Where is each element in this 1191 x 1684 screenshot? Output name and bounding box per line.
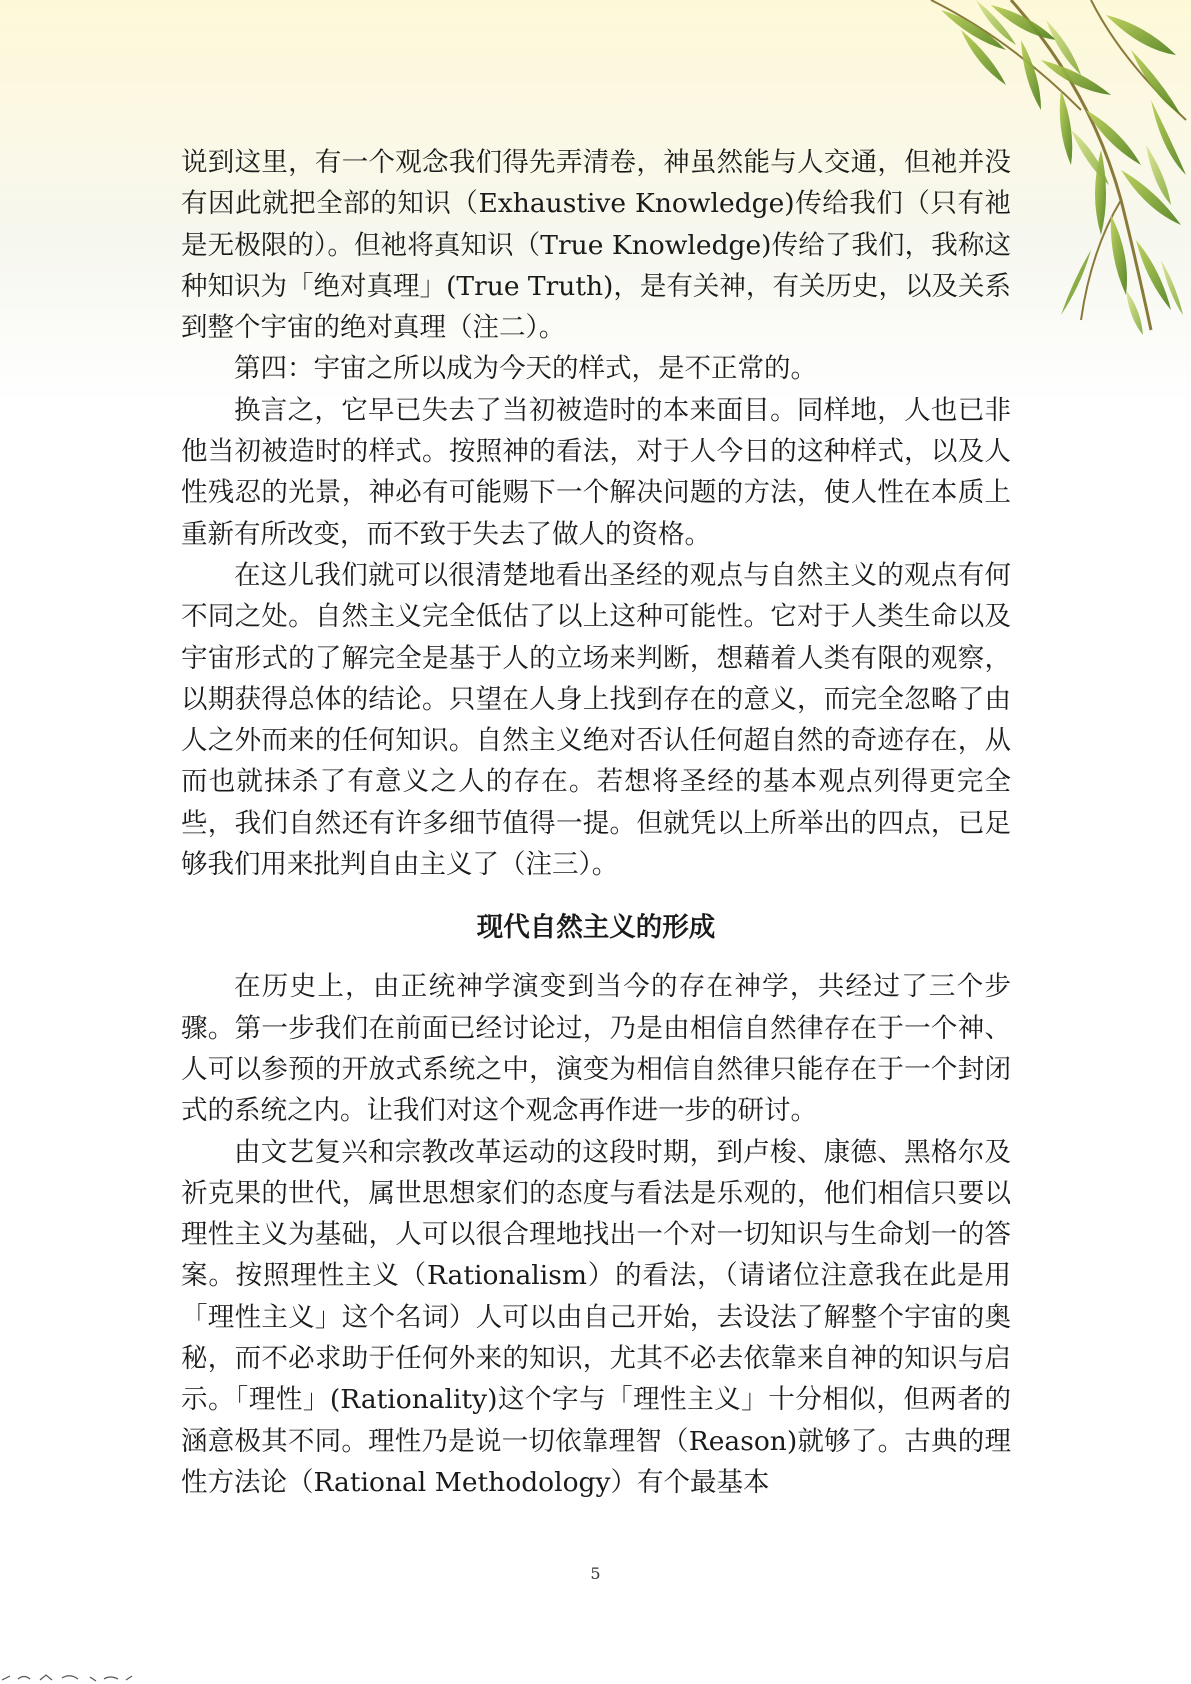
section-heading: 现代自然主义的形成 <box>476 912 716 944</box>
paragraph-6: 由文艺复兴和宗教改革运动的这段时期，到卢梭、康德、黑格尔及祈克果的世代，属世思想家们的态度与看法是乐观的，他们相信只要以理性主义为基础，人可以很合理地找出一个对一切知识与生命划一的答案。按照理性主义（Rationalism）的看法，（请诸位注意我在此是用「理性主义」这个名词）人可以由自己开始，去设法了解整个宇宙的奥秘，而不必求助于任何外来的知识，尤其不必去依靠来自神的知识与启示。「理性」(Rationality)这个字与「理性主义」十分相似，但两者的涵意极其不同。理性乃是说一切依靠理智（Reason)就够了。古典的理性方法论（Rational Methodology）有个最基本 <box>181 1136 1011 1498</box>
paragraph-1: 说到这里，有一个观念我们得先弄清卷，神虽然能与人交通，但祂并没有因此就把全部的知识（Exhaustive Knowledge)传给我们（只有祂是无极限的）。但祂将真知识（True Knowledge)传给了我们，我称这种知识为「绝对真理」(True Truth)，是有关神，有关历史，以及关系到整个宇宙的绝对真理（注二）。 <box>181 147 1011 344</box>
paragraph-3: 换言之，它早已失去了当初被造时的本来面目。同样地，人也已非他当初被造时的样式。按照神的看法，对于人今日的这种样式，以及人性残忍的光景，神必有可能赐下一个解决问题的方法，使人性在本质上重新有所改变，而不致于失去了做人的资格。 <box>181 394 1011 550</box>
page-number: 5 <box>590 1564 601 1583</box>
paragraph-2: 第四：宇宙之所以成为今天的样式，是不正常的。 <box>234 353 817 385</box>
corner-scribble-icon <box>0 1670 160 1684</box>
paragraph-4: 在这儿我们就可以很清楚地看出圣经的观点与自然主义的观点有何不同之处。自然主义完全低估了以上这种可能性。它对于人类生命以及宇宙形式的了解完全是基于人的立场来判断，想藉着人类有限的观察，以期获得总体的结论。只望在人身上找到存在的意义，而完全忽略了由人之外而来的任何知识。自然主义绝对否认任何超自然的奇迹存在，从而也就抹杀了有意义之人的存在。若想将圣经的基本观点列得更完全些，我们自然还有许多细节值得一提。但就凭以上所举出的四点，已足够我们用来批判自由主义了（注三）。 <box>181 559 1011 881</box>
paragraph-5: 在历史上，由正统神学演变到当今的存在神学，共经过了三个步骤。第一步我们在前面已经讨论过，乃是由相信自然律存在于一个神、人可以参预的开放式系统之中，演变为相信自然律只能存在于一个封闭式的系统之内。让我们对这个观念再作进一步的研讨。 <box>181 971 1011 1127</box>
document-body <box>181 142 1011 1503</box>
